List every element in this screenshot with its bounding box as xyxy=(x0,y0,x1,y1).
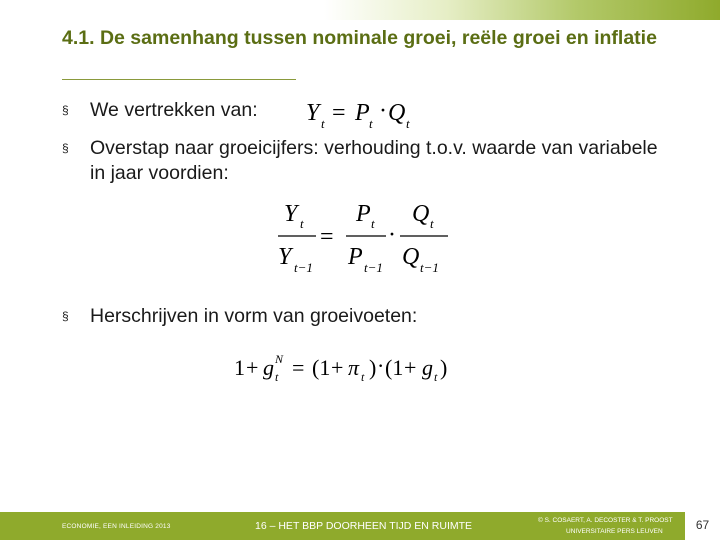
ratio-p-num: P xyxy=(356,201,371,227)
identity-formula xyxy=(300,96,430,136)
growth-close2: ) xyxy=(440,355,448,380)
footer-publisher: UNIVERSITAIRE PERS LEUVEN xyxy=(566,528,663,535)
top-accent-bar xyxy=(0,0,720,20)
formula-dot: · xyxy=(379,98,387,124)
growth-eq: = xyxy=(292,355,305,380)
formula-q-sub: t xyxy=(406,116,410,131)
formula-p-sub: t xyxy=(369,116,373,131)
bullet-item-2 xyxy=(62,136,662,186)
formula-y: Y xyxy=(306,100,320,126)
footer-bar xyxy=(0,512,720,540)
growth-open: (1 xyxy=(312,355,331,380)
growth-plus3: + xyxy=(404,355,417,380)
ratio-p-den-sub: t−1 xyxy=(364,260,383,275)
growth-plus2: + xyxy=(331,355,344,380)
footer-book-title: ECONOMIE, EEN INLEIDING 2013 xyxy=(62,523,171,530)
growth-open2: (1 xyxy=(385,355,404,380)
ratio-y-num-sub: t xyxy=(300,216,304,231)
ratio-eq: = xyxy=(320,224,334,250)
ratio-q-den: Q xyxy=(402,244,420,270)
growth-plus: + xyxy=(246,355,259,380)
ratio-dot: · xyxy=(388,222,396,248)
formula-q: Q xyxy=(388,100,406,126)
bullet-marker: § xyxy=(62,141,69,155)
growth-g-sup: N xyxy=(275,352,284,366)
formula-y-sub: t xyxy=(321,116,325,131)
bullet-text: Overstap naar groeicijfers: verhouding t.o.v. waarde van variabele in jaar voordien: xyxy=(90,137,658,184)
ratio-q-num-sub: t xyxy=(430,216,434,231)
ratio-q-num: Q xyxy=(412,201,430,227)
ratio-formula xyxy=(272,196,462,278)
bullet-marker: § xyxy=(62,309,69,323)
slide-title: 4.1. De samenhang tussen nominale groei, reële groei en inflatie xyxy=(62,27,657,49)
growth-pi-sub: t xyxy=(361,370,365,384)
growth-dot: · xyxy=(377,353,385,378)
footer-chapter: 16 – HET BBP DOORHEEN TIJD EN RUIMTE xyxy=(255,520,473,532)
ratio-y-den-sub: t−1 xyxy=(294,260,313,275)
growth-g2-sub: t xyxy=(434,370,438,384)
growth-close: ) xyxy=(369,355,377,380)
growth-formula xyxy=(232,348,492,388)
title-underline xyxy=(62,79,296,80)
bullet-item-3 xyxy=(62,304,417,329)
ratio-q-den-sub: t−1 xyxy=(420,260,439,275)
bullet-item-1 xyxy=(62,98,258,123)
footer-authors: © S. COSAERT, A. DECOSTER & T. PROOST xyxy=(538,517,673,524)
ratio-y-num: Y xyxy=(284,201,298,227)
growth-g2: g xyxy=(422,355,433,380)
growth-one: 1 xyxy=(234,355,245,380)
formula-eq: = xyxy=(332,100,346,126)
page-number-box xyxy=(685,512,720,540)
ratio-p-den: P xyxy=(348,244,363,270)
bullet-marker: § xyxy=(62,103,69,117)
page-number: 67 xyxy=(695,518,710,532)
growth-g-sub: t xyxy=(275,370,279,384)
growth-g: g xyxy=(263,355,274,380)
ratio-y-den: Y xyxy=(278,244,292,270)
ratio-p-num-sub: t xyxy=(371,216,375,231)
growth-pi: π xyxy=(348,355,360,380)
formula-p: P xyxy=(355,100,370,126)
bullet-text: We vertrekken van: xyxy=(90,99,258,121)
bullet-text: Herschrijven in vorm van groeivoeten: xyxy=(90,305,418,327)
